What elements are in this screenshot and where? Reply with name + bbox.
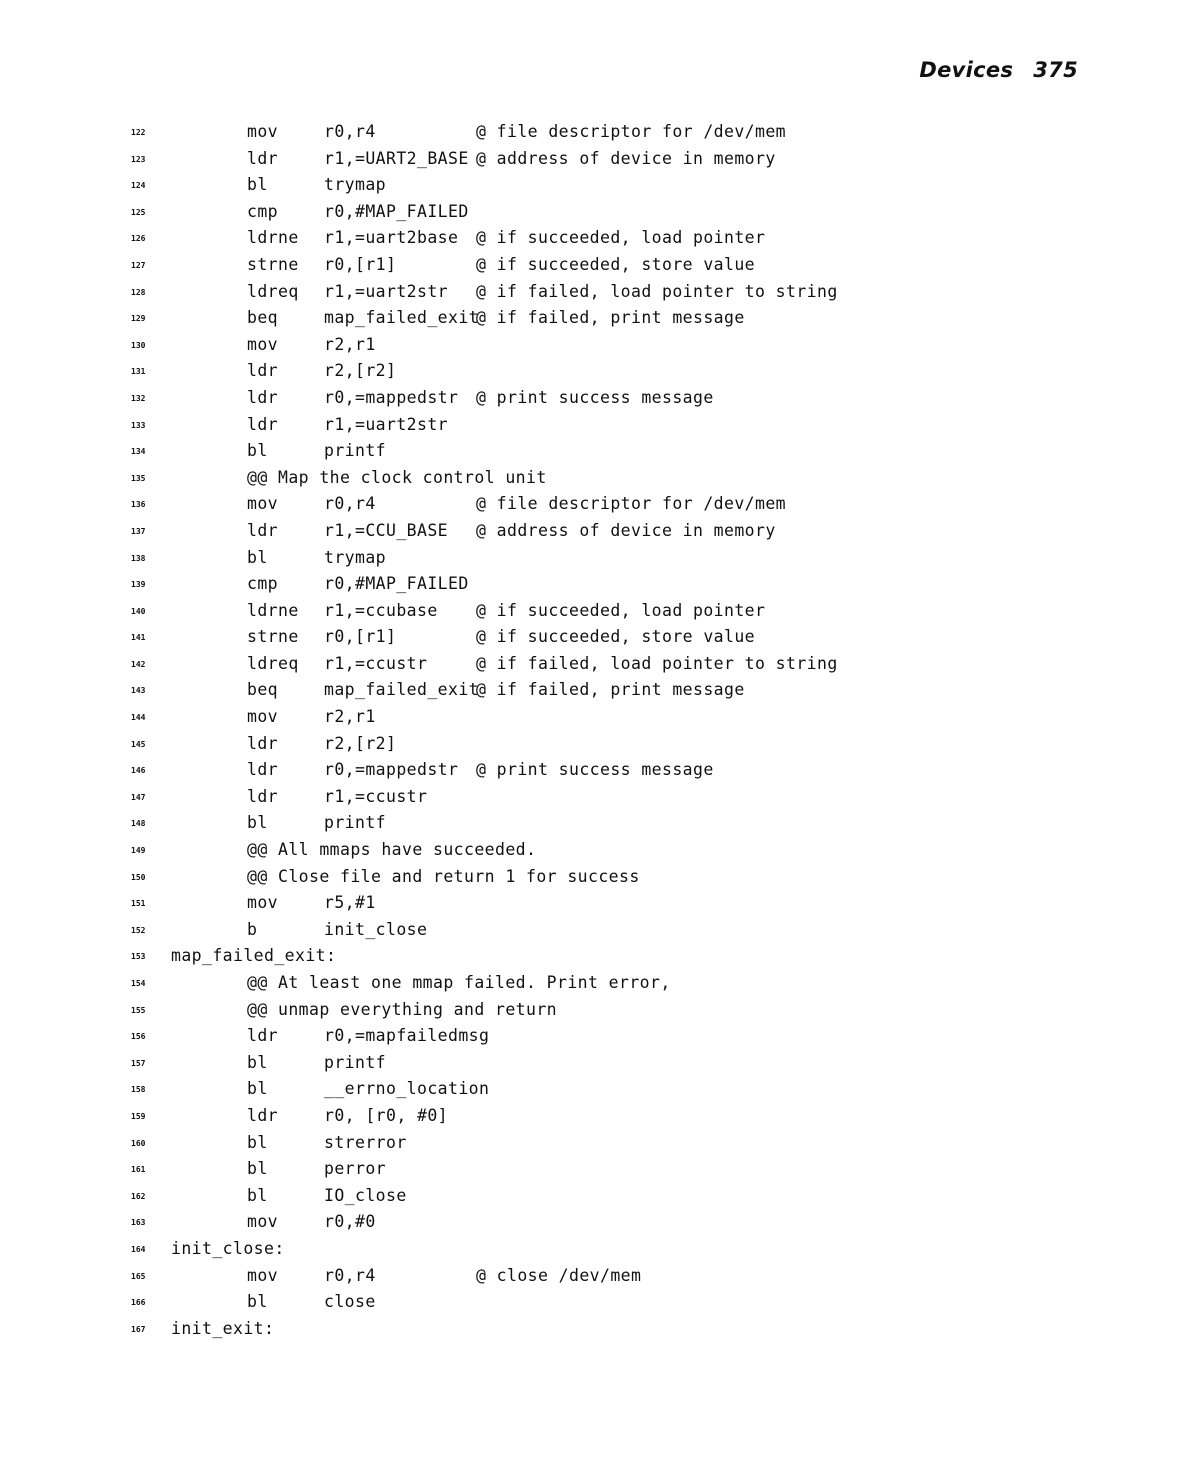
instruction-operands: r1,=ccubase: [324, 600, 438, 620]
instruction-mnemonic: beq: [247, 308, 279, 328]
instruction-operands: r1,=ccustr: [324, 653, 428, 673]
inline-comment: @ address of device in memory: [476, 520, 776, 540]
page-number: 375: [1033, 58, 1078, 82]
line-number: 137: [131, 526, 146, 536]
code-label: init_exit:: [171, 1318, 275, 1338]
instruction-mnemonic: bl: [247, 441, 268, 461]
instruction-mnemonic: bl: [247, 1185, 268, 1205]
code-line: [0, 943, 1200, 970]
instruction-mnemonic: ldr: [247, 520, 279, 540]
line-number: 157: [131, 1058, 146, 1068]
code-line: [0, 305, 1200, 332]
instruction-operands: r0,=mappedstr: [324, 387, 459, 407]
inline-comment: @ print success message: [476, 387, 714, 407]
instruction-operands: r0,[r1]: [324, 627, 397, 647]
code-line: [0, 225, 1200, 252]
code-line: [0, 412, 1200, 439]
line-number: 135: [131, 473, 146, 483]
line-number: 161: [131, 1165, 146, 1175]
instruction-mnemonic: ldr: [247, 1105, 279, 1125]
instruction-operands: r0,[r1]: [324, 254, 397, 274]
instruction-operands: printf: [324, 813, 387, 833]
line-number: 158: [131, 1085, 146, 1095]
code-line: [0, 1236, 1200, 1263]
instruction-mnemonic: ldrne: [247, 600, 299, 620]
code-line: [0, 545, 1200, 572]
line-number: 127: [131, 260, 146, 270]
line-number: 154: [131, 979, 146, 988]
code-line: [0, 438, 1200, 465]
line-number: 163: [131, 1218, 146, 1228]
instruction-mnemonic: strne: [247, 254, 299, 274]
instruction-operands: r1,=UART2_BASE: [324, 148, 469, 168]
line-number: 143: [131, 686, 146, 696]
instruction-mnemonic: mov: [247, 122, 279, 141]
instruction-operands: IO_close: [324, 1185, 407, 1205]
inline-comment: @ if succeeded, store value: [476, 254, 756, 274]
instruction-operands: r0,#MAP_FAILED: [324, 574, 469, 594]
code-line: [0, 757, 1200, 784]
instruction-mnemonic: ldr: [247, 760, 279, 780]
instruction-mnemonic: bl: [247, 813, 268, 833]
instruction-mnemonic: ldr: [247, 786, 279, 806]
instruction-operands: r0,=mappedstr: [324, 760, 459, 780]
instruction-mnemonic: bl: [247, 175, 268, 195]
line-number: 159: [131, 1111, 146, 1121]
line-number: 132: [131, 393, 146, 403]
inline-comment: @ close /dev/mem: [476, 1265, 642, 1285]
code-line: [0, 1316, 1200, 1343]
instruction-mnemonic: bl: [247, 1159, 268, 1179]
line-number: 125: [131, 207, 146, 217]
code-line: [0, 172, 1200, 199]
instruction-mnemonic: mov: [247, 334, 279, 354]
line-number: 166: [131, 1298, 146, 1308]
line-number: 130: [131, 340, 146, 350]
code-label: map_failed_exit:: [171, 946, 337, 966]
code-label: init_close:: [171, 1238, 285, 1258]
instruction-operands: map_failed_exit: [324, 680, 480, 700]
instruction-mnemonic: ldr: [247, 733, 279, 753]
instruction-mnemonic: ldr: [247, 148, 279, 168]
inline-comment: @ if failed, load pointer to string: [476, 653, 838, 673]
inline-comment: @ if failed, print message: [476, 308, 745, 328]
instruction-mnemonic: ldr: [247, 1026, 279, 1046]
line-number: 124: [131, 181, 146, 191]
instruction-operands: perror: [324, 1159, 387, 1179]
code-line: [0, 1263, 1200, 1290]
instruction-operands: r2,r1: [324, 334, 376, 354]
line-number: 165: [131, 1271, 146, 1281]
instruction-operands: close: [324, 1292, 376, 1312]
code-line: [0, 1156, 1200, 1183]
line-number: 128: [131, 287, 146, 297]
code-line: [0, 279, 1200, 306]
instruction-operands: r0,#MAP_FAILED: [324, 201, 469, 221]
code-line: [0, 518, 1200, 545]
inline-comment: @ print success message: [476, 760, 714, 780]
instruction-mnemonic: bl: [247, 1292, 268, 1312]
code-line: [0, 199, 1200, 226]
instruction-mnemonic: beq: [247, 680, 279, 700]
block-comment: @@ Close file and return 1 for success: [247, 866, 640, 886]
code-line: [0, 890, 1200, 917]
line-number: 155: [131, 1005, 146, 1015]
instruction-operands: __errno_location: [324, 1079, 490, 1099]
code-line: [0, 1209, 1200, 1236]
instruction-operands: trymap: [324, 175, 387, 195]
instruction-mnemonic: ldreq: [247, 653, 299, 673]
inline-comment: @ if succeeded, load pointer: [476, 228, 766, 248]
code-line: [0, 970, 1200, 997]
instruction-mnemonic: mov: [247, 893, 279, 913]
instruction-operands: r2,[r2]: [324, 733, 397, 753]
code-line: [0, 1103, 1200, 1130]
line-number: 123: [131, 154, 146, 164]
inline-comment: @ if succeeded, store value: [476, 627, 756, 647]
instruction-mnemonic: cmp: [247, 574, 279, 594]
line-number: 149: [131, 846, 146, 856]
line-number: 160: [131, 1138, 146, 1148]
code-line: [0, 252, 1200, 279]
code-line: [0, 1023, 1200, 1050]
instruction-operands: r0,r4: [324, 1265, 376, 1285]
line-number: 126: [131, 234, 146, 244]
code-line: [0, 1076, 1200, 1103]
code-line: [0, 704, 1200, 731]
code-line: [0, 332, 1200, 359]
block-comment: @@ Map the clock control unit: [247, 467, 547, 487]
instruction-mnemonic: bl: [247, 1079, 268, 1099]
instruction-mnemonic: ldr: [247, 414, 279, 434]
code-line: [0, 1050, 1200, 1077]
inline-comment: @ if failed, print message: [476, 680, 745, 700]
code-line: [0, 677, 1200, 704]
line-number: 134: [131, 447, 146, 457]
code-line: [0, 146, 1200, 173]
instruction-mnemonic: ldr: [247, 361, 279, 381]
instruction-operands: r5,#1: [324, 893, 376, 913]
instruction-operands: init_close: [324, 919, 428, 939]
code-line: [0, 997, 1200, 1024]
line-number: 145: [131, 739, 146, 749]
line-number: 133: [131, 420, 146, 430]
instruction-operands: r2,[r2]: [324, 361, 397, 381]
inline-comment: @ address of device in memory: [476, 148, 776, 168]
instruction-operands: r1,=uart2str: [324, 414, 449, 434]
code-line: [0, 624, 1200, 651]
line-number: 139: [131, 580, 146, 590]
line-number: 147: [131, 792, 146, 802]
line-number: 151: [131, 899, 146, 909]
line-number: 140: [131, 606, 146, 616]
inline-comment: @ if failed, load pointer to string: [476, 281, 838, 301]
instruction-operands: r1,=CCU_BASE: [324, 520, 449, 540]
instruction-operands: r0, [r0, #0]: [324, 1105, 449, 1125]
code-line: [0, 358, 1200, 385]
line-number: 131: [131, 367, 146, 377]
line-number: 164: [131, 1244, 146, 1254]
instruction-mnemonic: bl: [247, 1052, 268, 1072]
line-number: 141: [131, 633, 146, 643]
instruction-mnemonic: mov: [247, 1212, 279, 1232]
line-number: 144: [131, 713, 146, 723]
chapter-title: Devices: [919, 58, 1014, 82]
instruction-mnemonic: ldreq: [247, 281, 299, 301]
instruction-operands: printf: [324, 1052, 387, 1072]
instruction-operands: r0,=mapfailedmsg: [324, 1026, 490, 1046]
code-line: [0, 651, 1200, 678]
inline-comment: @ if succeeded, load pointer: [476, 600, 766, 620]
instruction-mnemonic: cmp: [247, 201, 279, 221]
code-line: [0, 1183, 1200, 1210]
instruction-operands: r1,=uart2base: [324, 228, 459, 248]
instruction-operands: r2,r1: [324, 707, 376, 727]
code-line: [0, 1130, 1200, 1157]
instruction-mnemonic: strne: [247, 627, 299, 647]
instruction-mnemonic: mov: [247, 707, 279, 727]
code-line: [0, 465, 1200, 492]
code-line: [0, 731, 1200, 758]
code-line: [0, 1289, 1200, 1316]
code-line: [0, 810, 1200, 837]
instruction-mnemonic: ldr: [247, 387, 279, 407]
code-line: [0, 864, 1200, 891]
instruction-mnemonic: bl: [247, 1132, 268, 1152]
instruction-mnemonic: mov: [247, 494, 279, 514]
instruction-mnemonic: bl: [247, 547, 268, 567]
instruction-operands: trymap: [324, 547, 387, 567]
block-comment: @@ All mmaps have succeeded.: [247, 840, 537, 860]
code-line: [0, 119, 1200, 146]
instruction-operands: r0,r4: [324, 494, 376, 514]
code-line: [0, 784, 1200, 811]
line-number: 142: [131, 659, 146, 669]
instruction-mnemonic: mov: [247, 1265, 279, 1285]
line-number: 136: [131, 500, 146, 510]
line-number: 153: [131, 952, 146, 962]
instruction-mnemonic: b: [247, 919, 258, 939]
line-number: 146: [131, 766, 146, 776]
line-number: 122: [131, 128, 146, 137]
code-line: [0, 491, 1200, 518]
line-number: 156: [131, 1032, 146, 1042]
block-comment: @@ unmap everything and return: [247, 999, 558, 1019]
code-line: [0, 385, 1200, 412]
instruction-mnemonic: ldrne: [247, 228, 299, 248]
instruction-operands: r0,r4: [324, 122, 376, 141]
running-header: [919, 58, 1078, 82]
code-line: [0, 571, 1200, 598]
instruction-operands: map_failed_exit: [324, 308, 480, 328]
line-number: 150: [131, 872, 146, 882]
inline-comment: @ file descriptor for /dev/mem: [476, 494, 787, 514]
instruction-operands: r1,=ccustr: [324, 786, 428, 806]
line-number: 162: [131, 1191, 146, 1201]
instruction-operands: strerror: [324, 1132, 407, 1152]
line-number: 167: [131, 1324, 146, 1334]
block-comment: @@ At least one mmap failed. Print error,: [247, 973, 671, 992]
code-line: [0, 917, 1200, 944]
instruction-operands: r0,#0: [324, 1212, 376, 1232]
code-listing: [0, 119, 1200, 1342]
line-number: 129: [131, 314, 146, 324]
instruction-operands: printf: [324, 441, 387, 461]
line-number: 152: [131, 925, 146, 935]
instruction-operands: r1,=uart2str: [324, 281, 449, 301]
line-number: 148: [131, 819, 146, 829]
code-line: [0, 598, 1200, 625]
inline-comment: @ file descriptor for /dev/mem: [476, 122, 787, 141]
code-line: [0, 837, 1200, 864]
line-number: 138: [131, 553, 146, 563]
